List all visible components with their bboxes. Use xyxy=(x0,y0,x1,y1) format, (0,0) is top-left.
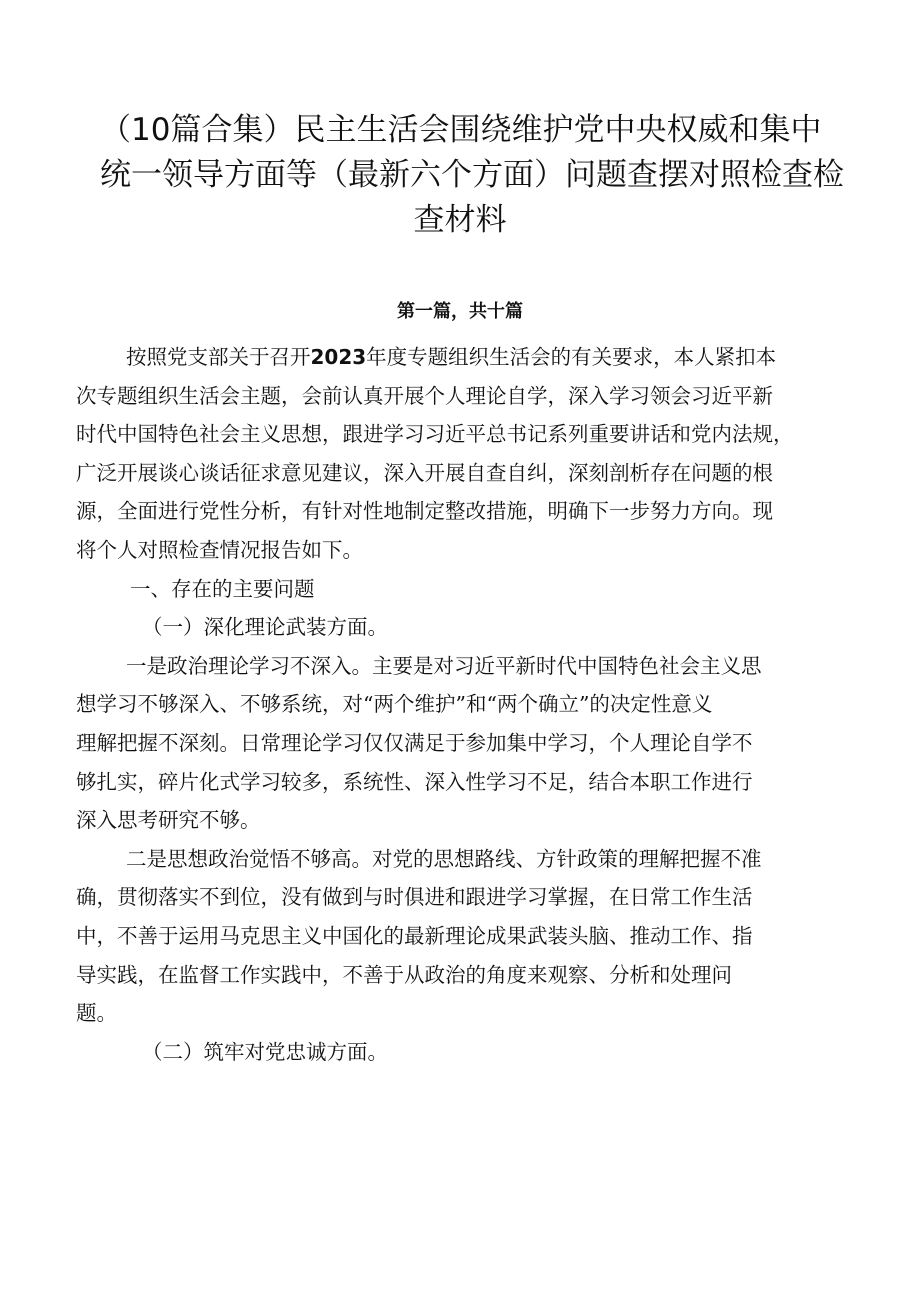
subsection-heading-2: （二）筑牢对党忠诚方面。 xyxy=(142,1039,388,1064)
subsection-heading-1: （一）深化理论武装方面。 xyxy=(142,615,388,640)
section-heading-1: 一、存在的主要问题 xyxy=(130,576,315,601)
para1-line-4: 够扎实，碎片化式学习较多，系统性、深入性学习不足，结合本职工作进行 xyxy=(76,769,753,794)
para2-line-3: 中，不善于运用马克思主义中国化的最新理论成果武装头脑、推动工作、指 xyxy=(76,923,753,948)
document-body xyxy=(76,338,866,1071)
para1-line-3: 理解把握不深刻。日常理论学习仅仅满足于参加集中学习，个人理论自学不 xyxy=(76,730,753,755)
para2-line-4: 导实践，在监督工作实践中，不善于从政治的角度来观察、分析和处理问 xyxy=(76,962,732,987)
year-number: 2023 xyxy=(310,345,367,369)
intro-line-6: 将个人对照检查情况报告如下。 xyxy=(76,537,363,562)
title-line-2: 统一领导方面等（最新六个方面）问题查摆对照检查检 xyxy=(100,157,844,193)
para1-line-2: 想学习不够深入、不够系统，对“两个维护”和“两个确立”的决定性意义 xyxy=(76,692,713,717)
title-line-3: 查材料 xyxy=(413,202,507,238)
para1-line-1: 一是政治理论学习不深入。主要是对习近平新时代中国特色社会主义思 xyxy=(126,653,762,678)
title-line-1: （10篇合集）民主生活会围绕维护党中央权威和集中 xyxy=(100,112,822,148)
para2-line-2: 确，贯彻落实不到位，没有做到与时俱进和跟进学习掌握，在日常工作生活 xyxy=(76,885,753,910)
intro-line-1: 按照党支部关于召开2023年度专题组织生活会的有关要求，本人紧扣本 xyxy=(126,345,777,369)
document-title xyxy=(100,108,844,243)
intro-line-5: 源，全面进行党性分析，有针对性地制定整改措施，明确下一步努力方向。现 xyxy=(76,499,773,524)
para2-line-1: 二是思想政治觉悟不够高。对党的思想路线、方针政策的理解把握不准 xyxy=(126,846,762,871)
intro-line-2: 次专题组织生活会主题，会前认真开展个人理论自学，深入学习领会习近平新 xyxy=(76,383,773,408)
document-subtitle: 第一篇，共十篇 xyxy=(397,301,523,322)
para2-line-5: 题。 xyxy=(76,1001,117,1026)
intro-line-3: 时代中国特色社会主义思想，跟进学习习近平总书记系列重要讲话和党内法规， xyxy=(76,422,794,447)
intro-line-4: 广泛开展谈心谈话征求意见建议，深入开展自查自纠，深刻剖析存在问题的根 xyxy=(76,460,773,485)
para1-line-5: 深入思考研究不够。 xyxy=(76,808,261,833)
